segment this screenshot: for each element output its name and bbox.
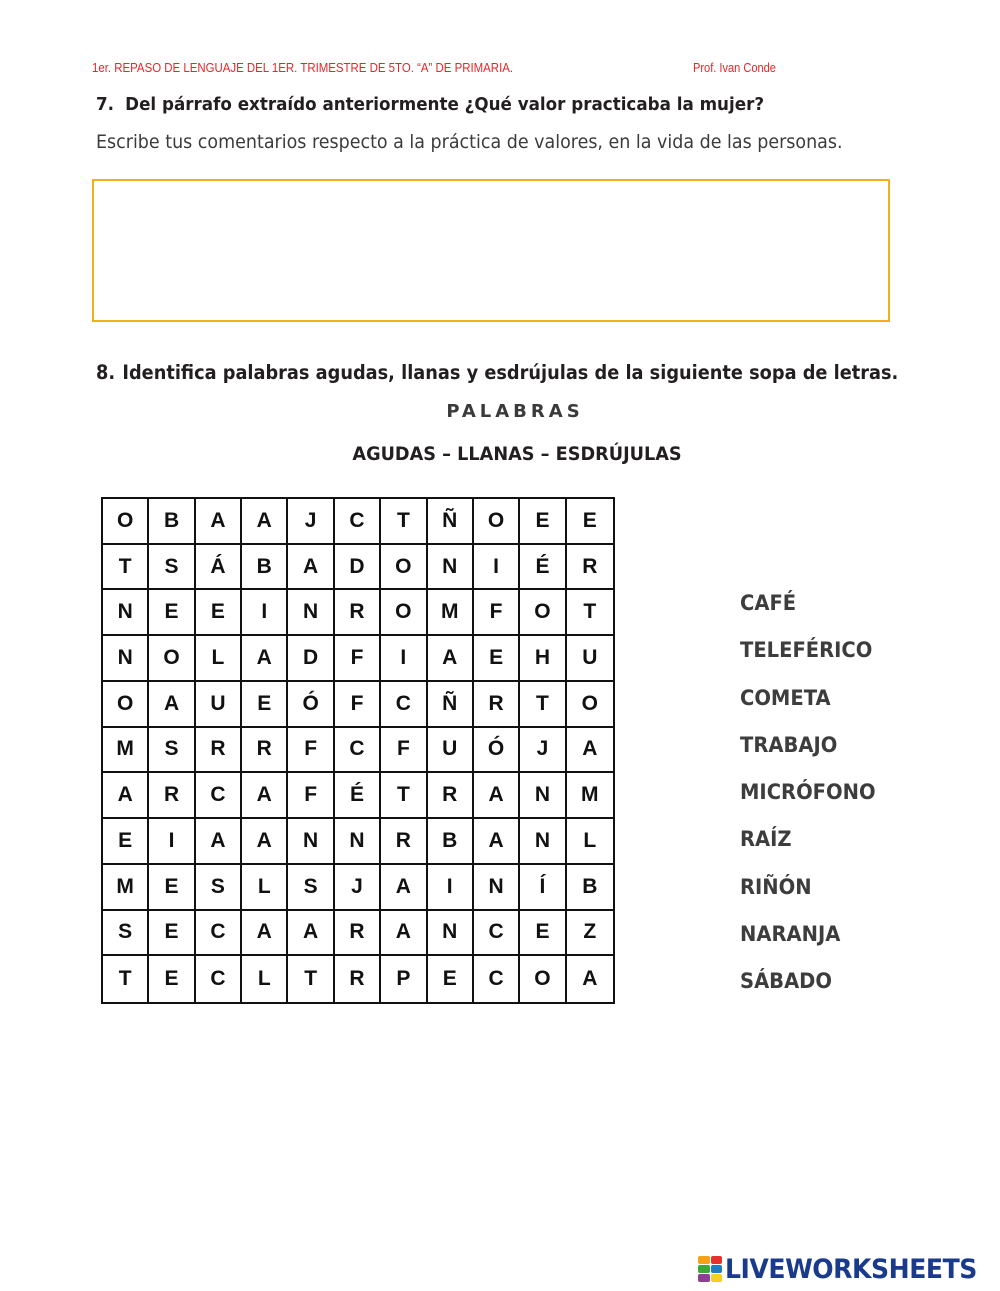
grid-cell[interactable]: A [196,499,242,545]
grid-cell[interactable]: Í [520,865,566,911]
liveworksheets-logo-icon [698,1256,722,1282]
grid-cell[interactable]: O [567,682,613,728]
grid-cell[interactable]: É [520,545,566,591]
grid-cell[interactable]: I [474,545,520,591]
grid-cell[interactable]: T [288,956,334,1002]
grid-cell[interactable]: N [520,819,566,865]
section-title: PALABRAS [446,401,584,422]
grid-cell[interactable]: A [381,865,427,911]
grid-cell[interactable]: U [567,636,613,682]
word-list-item: TELEFÉRICO [740,638,873,663]
grid-cell[interactable]: F [474,590,520,636]
grid-cell[interactable]: Á [196,545,242,591]
grid-cell[interactable]: F [381,728,427,774]
grid-cell[interactable]: T [103,956,149,1002]
grid-cell[interactable]: C [196,956,242,1002]
grid-cell[interactable]: S [288,865,334,911]
grid-cell[interactable]: R [242,728,288,774]
grid-cell[interactable]: C [381,682,427,728]
word-list [740,588,886,1014]
question-7-number: 7. [96,94,115,115]
grid-cell[interactable]: N [288,590,334,636]
grid-cell[interactable]: Ó [288,682,334,728]
grid-cell[interactable]: R [381,819,427,865]
grid-cell[interactable]: T [103,545,149,591]
liveworksheets-brand [698,1254,996,1284]
grid-cell[interactable]: B [567,865,613,911]
grid-cell[interactable]: E [428,956,474,1002]
word-list-item: RIÑÓN [740,874,812,899]
grid-cell[interactable]: A [149,682,195,728]
grid-cell[interactable]: R [196,728,242,774]
grid-cell[interactable]: A [242,911,288,957]
grid-cell[interactable]: T [381,773,427,819]
grid-cell[interactable]: A [567,728,613,774]
grid-cell[interactable]: S [149,728,195,774]
grid-cell[interactable]: O [520,590,566,636]
grid-cell[interactable]: C [335,499,381,545]
grid-cell[interactable]: B [242,545,288,591]
grid-cell[interactable]: J [520,728,566,774]
grid-cell[interactable]: E [567,499,613,545]
word-list-item: RAÍZ [740,827,792,852]
grid-cell[interactable]: T [567,590,613,636]
grid-cell[interactable]: E [520,499,566,545]
grid-cell[interactable]: C [196,773,242,819]
word-list-item: NARANJA [740,922,841,947]
grid-cell[interactable]: U [428,728,474,774]
grid-cell[interactable]: E [103,819,149,865]
grid-cell[interactable]: J [335,865,381,911]
section-subtitle [0,443,1000,465]
grid-cell[interactable]: A [242,819,288,865]
grid-cell[interactable]: Z [567,911,613,957]
grid-cell[interactable]: A [196,819,242,865]
grid-cell[interactable]: L [567,819,613,865]
grid-cell[interactable]: É [335,773,381,819]
grid-cell[interactable]: N [474,865,520,911]
word-list-item: TRABAJO [740,732,838,757]
word-list-item: COMETA [740,685,831,710]
grid-cell[interactable]: F [288,773,334,819]
grid-cell[interactable]: C [474,911,520,957]
grid-cell[interactable]: M [567,773,613,819]
grid-cell[interactable]: A [242,499,288,545]
grid-cell[interactable]: E [474,636,520,682]
grid-cell[interactable]: A [474,773,520,819]
grid-cell[interactable]: Ñ [428,499,474,545]
question-8-text: Identifica palabras agudas, llanas y esdrújulas de la siguiente sopa de letras. [122,361,899,384]
grid-cell[interactable]: L [196,636,242,682]
grid-cell[interactable]: E [196,590,242,636]
grid-cell[interactable]: U [196,682,242,728]
grid-cell[interactable]: C [196,911,242,957]
answer-textbox[interactable] [92,179,890,322]
grid-cell[interactable]: A [288,911,334,957]
grid-cell[interactable]: O [520,956,566,1002]
grid-cell[interactable]: J [288,499,334,545]
grid-cell[interactable]: Ó [474,728,520,774]
grid-cell[interactable]: A [288,545,334,591]
question-7-instructions: Escribe tus comentarios respecto a la práctica de valores, en la vida de las personas. [96,131,843,153]
grid-cell[interactable]: E [149,956,195,1002]
grid-cell[interactable]: N [103,590,149,636]
question-7 [96,94,764,115]
question-8-number: 8. [96,361,116,384]
grid-cell[interactable]: O [103,682,149,728]
word-list-item: MICRÓFONO [740,780,876,805]
word-list-item: CAFÉ [740,591,797,615]
grid-cell[interactable]: A [582,967,598,991]
word-list-item: SÁBADO [740,969,832,994]
grid-cell[interactable]: N [335,819,381,865]
section-subtitle-text: AGUDAS – LLANAS – ESDRÚJULAS [352,443,682,465]
grid-cell[interactable]: I [381,636,427,682]
grid-cell[interactable]: B [149,499,195,545]
grid-cell[interactable]: P [381,956,427,1002]
grid-cell[interactable]: A [242,773,288,819]
liveworksheets-wordmark: LIVEWORKSHEETS [725,1253,977,1285]
grid-cell[interactable]: D [335,545,381,591]
grid-cell[interactable]: O [381,590,427,636]
grid-cell[interactable]: F [288,728,334,774]
grid-cell[interactable]: E [520,911,566,957]
grid-cell[interactable]: S [149,545,195,591]
grid-cell[interactable]: O [474,499,520,545]
header-teacher: Prof. Ivan Conde [693,60,776,75]
grid-cell[interactable]: H [520,636,566,682]
grid-cell[interactable]: B [428,819,474,865]
grid-cell[interactable]: I [149,819,195,865]
grid-cell[interactable]: A [474,819,520,865]
grid-cell[interactable]: N [428,911,474,957]
grid-cell[interactable]: I [428,865,474,911]
grid-cell[interactable]: A [242,636,288,682]
grid-cell[interactable]: R [428,773,474,819]
grid-cell[interactable]: S [103,911,149,957]
grid-cell[interactable]: M [428,590,474,636]
grid-cell[interactable]: E [149,911,195,957]
grid-cell[interactable]: E [242,682,288,728]
grid-cell[interactable]: M [103,865,149,911]
grid-cell[interactable]: E [149,865,195,911]
grid-cell[interactable]: R [335,956,381,1002]
grid-cell[interactable]: Ñ [428,682,474,728]
grid-cell[interactable]: N [520,773,566,819]
grid-cell[interactable]: A [103,773,149,819]
grid-cell[interactable]: N [288,819,334,865]
grid-cell[interactable]: O [381,545,427,591]
question-7-text: Del párrafo extraído anteriormente ¿Qué valor practicaba la mujer? [125,94,765,115]
grid-cell[interactable]: S [196,865,242,911]
grid-cell[interactable]: R [335,590,381,636]
grid-cell[interactable]: C [474,956,520,1002]
grid-cell[interactable]: A [381,911,427,957]
grid-cell[interactable]: L [242,956,288,1002]
grid-cell[interactable]: D [288,636,334,682]
grid-cell[interactable]: E [149,590,195,636]
grid-cell[interactable]: T [381,499,427,545]
grid-cell[interactable]: L [242,865,288,911]
grid-cell[interactable]: F [335,682,381,728]
grid-cell[interactable]: C [335,728,381,774]
grid-cell[interactable]: R [335,911,381,957]
grid-cell[interactable]: N [103,636,149,682]
grid-cell[interactable]: A [428,636,474,682]
grid-cell[interactable]: O [103,499,149,545]
grid-cell[interactable]: O [149,636,195,682]
grid-cell[interactable]: R [474,682,520,728]
header-title: 1er. REPASO DE LENGUAJE DEL 1ER. TRIMESTRE DE 5TO. “A” DE PRIMARIA. [92,60,514,75]
word-search-grid[interactable] [101,497,615,1004]
question-8 [96,361,898,384]
grid-cell[interactable]: N [428,545,474,591]
grid-cell[interactable]: R [149,773,195,819]
grid-cell[interactable]: M [103,728,149,774]
grid-cell[interactable]: T [520,682,566,728]
grid-cell[interactable]: I [242,590,288,636]
grid-cell[interactable]: F [335,636,381,682]
grid-cell[interactable]: R [567,545,613,591]
